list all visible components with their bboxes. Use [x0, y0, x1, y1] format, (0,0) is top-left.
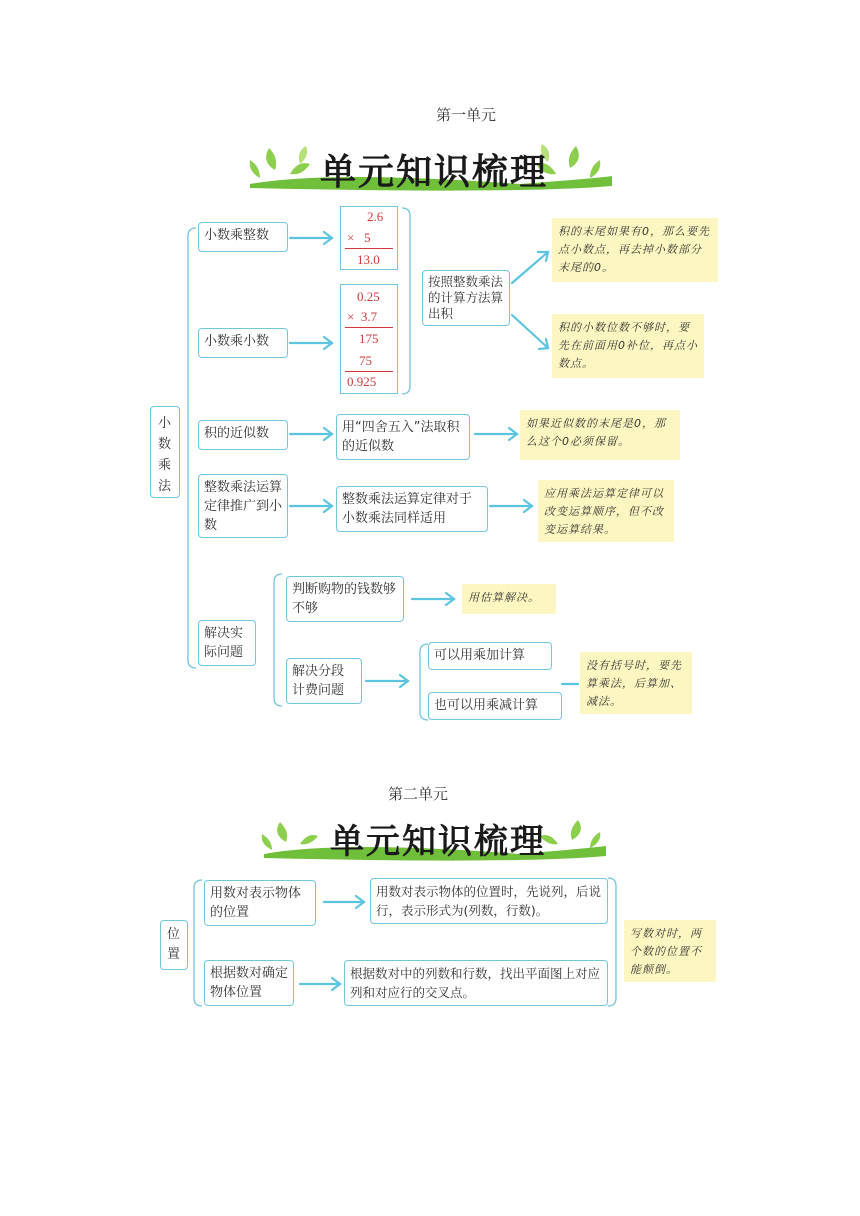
calc1-line3: 13.0 — [357, 252, 380, 267]
branch-laws-extend-label: 整数乘法运算定律推广到小数 — [204, 480, 283, 533]
approx-method-text: 用“四舍五入”法取积的近似数 — [342, 420, 460, 454]
unit1-banner-title: 单元知识梳理 — [320, 152, 549, 193]
branch-decimal-times-integer-label: 小数乘整数 — [204, 228, 270, 243]
unit2-title: 第二单元 — [388, 785, 449, 803]
unit2-note — [624, 920, 716, 982]
unit1-root-label: 小数乘法 — [158, 416, 172, 494]
unit2-branch1 — [204, 880, 316, 926]
method-text: 按照整数乘法的计算方法算出积 — [428, 274, 504, 321]
note-trailing-zero-text: 积的末尾如果有0，那么要先点小数点，再去掉小数部分末尾的0。 — [558, 225, 710, 274]
note-insufficient-digits-text: 积的小数位数不够时，要先在前面用0补位，再点小数点。 — [558, 321, 698, 370]
unit2-banner-title: 单元知识梳理 — [330, 822, 546, 862]
calc1-line2: × 5 — [347, 230, 371, 245]
branch-decimal-times-decimal-label: 小数乘小数 — [204, 334, 270, 349]
unit2-branch1-desc — [370, 878, 608, 924]
note-laws-text: 应用乘法运算定律可以改变运算顺序，但不改变运算结果。 — [544, 487, 664, 536]
note-approx-text: 如果近似数的末尾是0，那么这个0必须保留。 — [526, 417, 666, 448]
unit2-branch2 — [204, 960, 294, 1006]
unit1-title: 第一单元 — [436, 106, 497, 124]
segment-fee-text: 解决分段计费问题 — [292, 664, 345, 698]
money-enough-text: 判断购物的钱数够不够 — [292, 582, 397, 616]
calc2-line4: 75 — [359, 353, 372, 368]
unit2-root-node — [160, 920, 188, 970]
note-order-text: 没有括号时，要先算乘法，后算加、减法。 — [586, 659, 682, 708]
calc1-line1: 2.6 — [367, 209, 384, 224]
unit2-branch2-label: 根据数对确定物体位置 — [210, 966, 289, 1000]
note-estimate-text: 用估算解决。 — [468, 591, 540, 604]
unit2-branch2-desc-text: 根据数对中的列数和行数，找出平面图上对应列和对应行的交叉点。 — [350, 966, 601, 1000]
unit2-root-label: 位置 — [167, 927, 181, 962]
calc2-line3: 175 — [359, 331, 379, 346]
branch-approx-product-label: 积的近似数 — [204, 426, 270, 441]
unit2-branch2-desc — [344, 960, 608, 1006]
unit2-branch1-label: 用数对表示物体的位置 — [210, 886, 302, 920]
laws-text: 整数乘法运算定律对于小数乘法同样适用 — [342, 492, 473, 526]
unit2-branch1-desc-text: 用数对表示物体的位置时，先说列，后说行，表示形式为(列数，行数)。 — [376, 884, 602, 918]
calc2-line1: 0.25 — [357, 289, 380, 304]
unit2-note-text: 写数对时，两个数的位置不能颠倒。 — [630, 927, 702, 976]
mult-add-text: 可以用乘加计算 — [434, 648, 526, 663]
mult-sub-text: 也可以用乘减计算 — [434, 698, 539, 713]
calc2-line5: 0.925 — [347, 374, 377, 389]
calc2-line2: × 3.7 — [347, 309, 378, 324]
branch-practical-problems-label: 解决实际问题 — [204, 626, 244, 660]
